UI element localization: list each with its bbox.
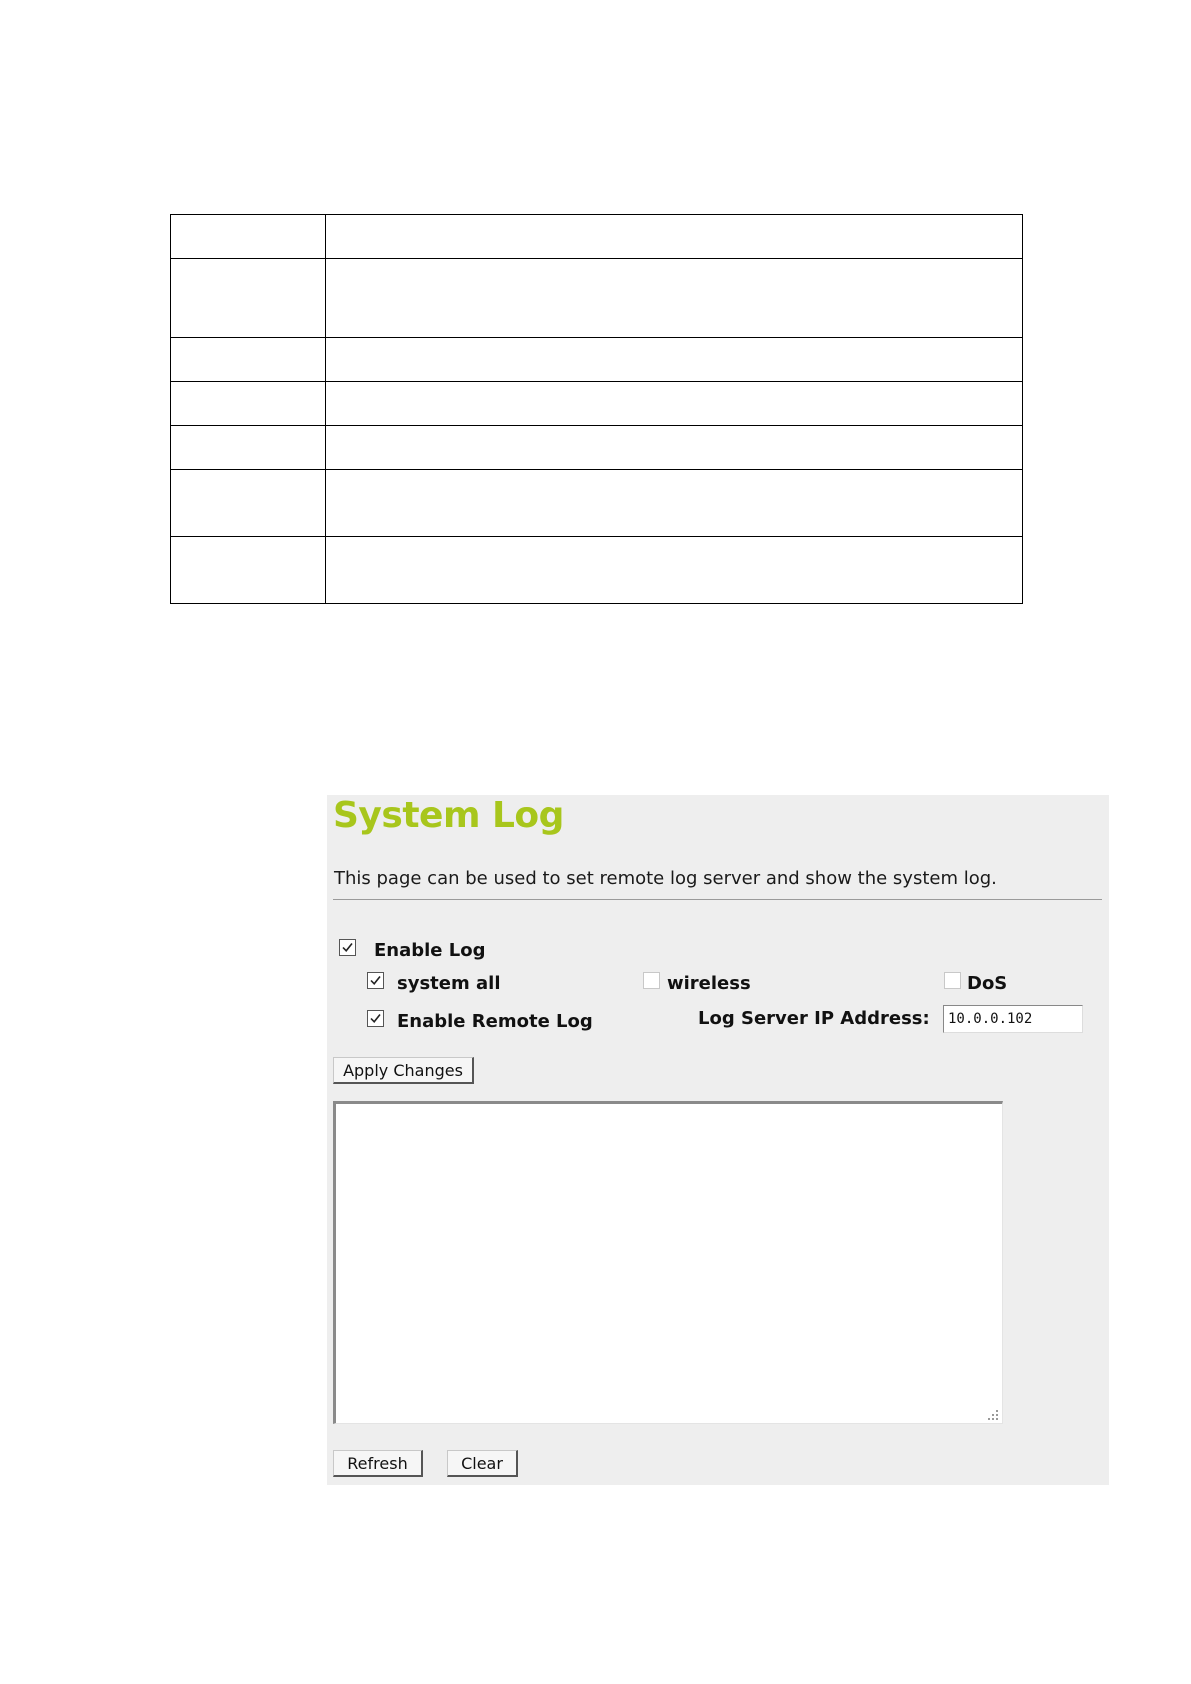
table-cell-description — [326, 259, 1023, 338]
document-table — [170, 214, 1023, 604]
log-textarea[interactable] — [333, 1101, 1003, 1424]
table-cell-description — [326, 426, 1023, 470]
system-log-panel — [327, 795, 1109, 1485]
table-cell-description — [326, 537, 1023, 604]
table-row — [171, 537, 1023, 604]
table-cell-label — [171, 215, 326, 259]
log-server-ip-input[interactable] — [943, 1005, 1083, 1033]
apply-changes-button[interactable]: Apply Changes — [333, 1057, 474, 1084]
table-cell-label — [171, 338, 326, 382]
system-all-label: system all — [397, 973, 501, 994]
page-description: This page can be used to set remote log server and show the system log. — [334, 868, 997, 889]
table-row — [171, 426, 1023, 470]
log-server-ip-label: Log Server IP Address: — [698, 1008, 930, 1029]
table-cell-label — [171, 259, 326, 338]
enable-log-checkbox[interactable] — [339, 939, 356, 956]
wireless-label: wireless — [667, 973, 751, 994]
enable-log-label: Enable Log — [374, 940, 486, 961]
table-cell-label — [171, 426, 326, 470]
system-all-checkbox[interactable] — [367, 972, 384, 989]
table-cell-description — [326, 338, 1023, 382]
wireless-checkbox[interactable] — [643, 972, 660, 989]
table-cell-description — [326, 215, 1023, 259]
table-row — [171, 259, 1023, 338]
enable-remote-log-label: Enable Remote Log — [397, 1011, 593, 1032]
checkmark-icon — [369, 974, 382, 987]
checkmark-icon — [341, 941, 354, 954]
enable-remote-log-checkbox[interactable] — [367, 1010, 384, 1027]
table-row — [171, 382, 1023, 426]
page-title: System Log — [333, 795, 564, 836]
table-row — [171, 215, 1023, 259]
dos-checkbox[interactable] — [944, 972, 961, 989]
refresh-button[interactable]: Refresh — [333, 1450, 423, 1477]
checkmark-icon — [369, 1012, 382, 1025]
table-row — [171, 338, 1023, 382]
table-row — [171, 470, 1023, 537]
divider — [333, 899, 1102, 900]
table-cell-label — [171, 537, 326, 604]
table-cell-description — [326, 382, 1023, 426]
clear-button[interactable]: Clear — [447, 1450, 518, 1477]
table-cell-description — [326, 470, 1023, 537]
resize-grip-icon[interactable] — [987, 1409, 999, 1421]
table-cell-label — [171, 382, 326, 426]
dos-label: DoS — [967, 973, 1008, 994]
table-cell-label — [171, 470, 326, 537]
